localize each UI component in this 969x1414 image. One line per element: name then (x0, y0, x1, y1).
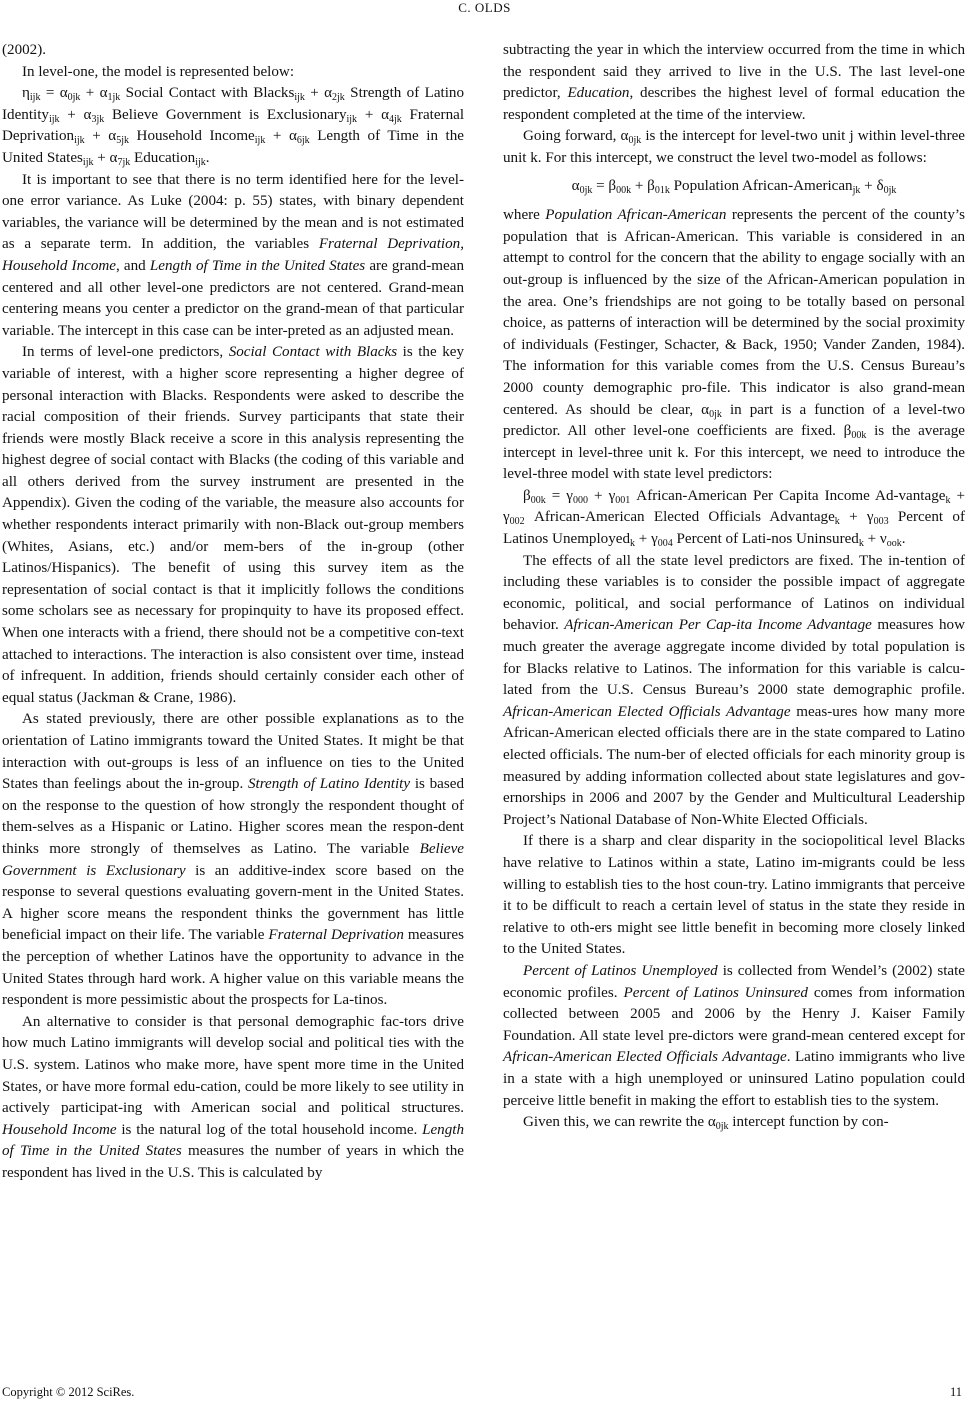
copyright-notice: Copyright © 2012 SciRes. (2, 1385, 135, 1399)
paragraph-education: subtracting the year in which the interview occurred from the time in which the respondent said they arrived to live in the U.S. The last level-one predictor, Education, describes the highest level of formal education the respondent completed at the time of the interview. (503, 42, 965, 123)
paragraph-error-variance: It is important to see that there is no term identified here for the level-one error variance. As Luke (2004: p. 55) states, with binary dependent variables, the variance will be determined by the mean and is not estimated as a separate term. In addition, the variables Fraternal Deprivation, Household Income, and Length of Time in the United States are grand-mean centered and all other level-one predictors are not centered. Grand-mean centering means you center a predictor on the grand-mean of that particular variable. The intercept in this case can be inter-preted as an adjusted mean. (2, 171, 464, 339)
paragraph-level-one-intro: In level-one, the model is represented below: (22, 63, 295, 80)
left-column (2, 40, 464, 1184)
paragraph-population-african-american: where Population African-American represents the percent of the county’s population that is African-American. This variable is considered in an attempt to control for the concern that the ability to engage socially with an out-group is influenced by the size of the African-American population in the area. One’s friendships are not going to be totally based on personal choice, as patterns of interaction will be determined by the social proximity of individuals (Festinger, Schacter, & Back, 1950; Vander Zanden, 1984). The information for this variable comes from the U.S. Census Bureau’s 2000 county demographic pro-file. This indicator is also grand-mean centered. As should be clear, $\alpha_{0jk}$ in part is a function of a level-two predictor. All other level-one coefficients are fixed. $\beta_{00k}$ is the average intercept in level-three unit k. For this intercept, we need to introduce the level-three model with state level predictors: (503, 207, 966, 483)
paragraph-alternative-explanations: As stated previously, there are other possible explanations as to the orientation of Latino immigrants toward the United States. It might be that interaction with out-groups is less of an influence on ties to the United States than feelings about the in-group. Strength of Latino Identity is based on the response to the question of how strongly the respondent thought of them-selves as a Hispanic or Latino. Higher scores mean the respon-dent thinks more strongly of themselves as Latino. The variable Believe Government is Exclusionary is an additive-index score based on the response to several questions evaluating govern-ment in the United States. A higher score means the respondent thinks the government has little beneficial impact on their life. The variable Fraternal Deprivation measures the perception of whether Latinos have the opportunity to advance in the United States through hard work. A higher value on this variable means the respondent is more pessimistic about the prospects for La-tinos. (2, 711, 464, 1009)
equation-level-one: $\eta_{ijk} = \alpha_{0jk} + \alpha_{1jk}$ Social Contact with Blacks$_{ijk}$ + $\alpha_{2jk}$ Strength of Latino Identity$_{ijk}$ + $\alpha_{3jk}$ Believe Government is Exclusionary$_{ijk}$ + $\alpha_{4jk}$ Fraternal Deprivation$_{ijk}$ + $\alpha_{5jk}$ Household Income$_{ijk}$ + $\alpha_{6jk}$ Length of Time in the United States$_{ijk}$ + $\alpha_{7jk}$ Education$_{ijk}$. (2, 85, 465, 168)
page-number: 11 (949, 1385, 962, 1399)
paragraph-sociopolitical-disparity: If there is a sharp and clear disparity in the sociopolitical level Blacks have relative to Latinos within a state, Latino im-migrants could be less willing to establish ties to the host coun-try. Latino immigrants that perceive it to be difficult to reach a certain level of status in the state they reside in relative to oth-ers might see little benefit in becoming more closely linked to the United States. (503, 833, 965, 958)
paragraph-state-predictors: The effects of all the state level predictors are fixed. The in-tention of including these variables is to consider the possible impact of aggregate economic, political, and social performance of Latinos on individual behavior. African-American Per Cap-ita Income Advantage measures how much greater the average aggregate income divided by total population is for Blacks relative to Latinos. The information for this variable is calcu-lated from the U.S. Census Bureau’s 2000 state demographic profile. African-American Elected Officials Advantage meas-ures how many more African-American elected officials there are in the state compared to Latino elected officials. The num-ber of elected officials for each minority group is measured by adding information collected about state legislatures and gov-ernorships in 2006 and 2007 by the Gender and Multicultural Leadership Project’s National Database of Non-White Elected Officials. (503, 552, 965, 828)
paragraph-citation-tail: (2002). (2, 42, 47, 58)
paragraph-social-contact: In terms of level-one predictors, Social Contact with Blacks is the key variable of interest, with a higher score representing a higher degree of personal interaction with Blacks. Respondents were asked to describe the racial composition of their friends. Survey participants that state their friends were mostly Black receive a score in this analysis representing the highest degree of social contact with Blacks (the coding of this variable and all others derived from the survey instrument are presented in the Appendix). Given the coding of the variable, the measure also accounts for whether respondents interact primarily with non-Black out-group members (Whites, Asians, etc.) and/or mem-bers of the in-group (other Latinos/Hispanics). The benefit of using this survey item as the representation of social contact is that it implicitly follows the conditions some scholars see as necessary for propinquity to have its proposed effect. When one interacts with a friend, there should not be a competitive con-text attached to interactions. The interaction is also consistent over time, instead of infrequent. In addition, friends should certainly consider each other of equal status (Jackman & Crane, 1986). (2, 344, 465, 706)
paragraph-rewrite-intercept: Given this, we can rewrite the $\alpha_{0jk}$ intercept function by con- (523, 1114, 889, 1133)
paragraph-level-two-intro: Going forward, $\alpha_{0jk}$ is the intercept for level-two unit j within level-three unit k. For this intercept, we construct the level two-model as follows: (503, 128, 965, 166)
equation-level-three: $\beta_{00k} = \gamma_{000} + \gamma_{001}$ African-American Per Capita Income Ad-vantage$_k$ + $\gamma_{002}$ African-American Elected Officials Advantage$_k$ + $\gamma_{003}$ Percent of Latinos Unemployed$_k$ + $\gamma_{004}$ Percent of Lati-nos Uninsured$_k$ + $\nu_{ook}$. (503, 487, 966, 550)
page-footer (0, 1385, 969, 1405)
equation-level-two: $\alpha_{0jk} = \beta_{00k} + \beta_{01k}$ Population African-American$_{jk}$ + $\delta_{0jk}$ (571, 177, 897, 196)
paragraph-unemployed-uninsured: Percent of Latinos Unemployed is collected from Wendel’s (2002) state economic profiles. Percent of Latinos Uninsured comes from information collected between 2005 and 2006 by the Henry J. Kaiser Family Foundation. All state level pre-dictors were grand-mean centered except for African-American Elected Officials Advantage. Latino immigrants who live in a state with a high unemployed or uninsured Latino population could perceive little benefit in making the effort to establish ties to the system. (503, 962, 966, 1109)
paragraph-demographic-factors: An alternative to consider is that personal demographic fac-tors drive how much Latino immigrants will develop social and political ties with the U.S. system. Latinos who make more, have spent more time in the United States, or have more formal edu-cation, could be more likely to see utility in actively participat-ing with American social and political structures. Household Income is the natural log of the total household income. Length of Time in the United States measures the number of years in which the respondent has lived in the U.S. This is calculated by (2, 1013, 464, 1181)
right-column (503, 40, 965, 1134)
running-head: C. OLDS (458, 0, 511, 15)
